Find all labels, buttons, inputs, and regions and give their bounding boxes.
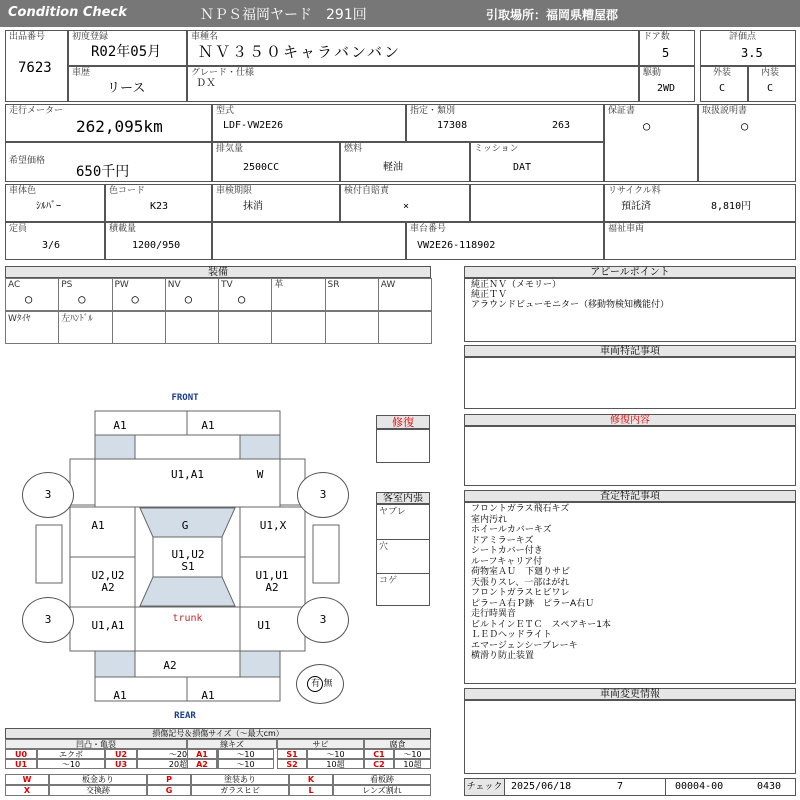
equipment-cell [378, 311, 432, 344]
doors-label: ドア数 [643, 32, 670, 42]
equipment-key: PS [61, 280, 73, 290]
grade-value: ＤＸ [196, 78, 216, 89]
legend-code: G [147, 785, 191, 796]
capacity-value: 3/6 [42, 240, 61, 251]
cabin-item: コゲ [379, 576, 398, 586]
desired-price-box [5, 142, 212, 182]
equipment-cell [58, 311, 112, 344]
tire-value: 3 [319, 613, 327, 626]
car-name-box [187, 30, 639, 66]
legend-code: C2 [364, 759, 394, 769]
recycle-label: リサイクル料 [608, 186, 661, 196]
lot-value: 7623 [18, 60, 52, 76]
mission-box [470, 142, 604, 182]
warranty-value: ○ [643, 119, 651, 133]
equipment-key: AC [8, 280, 21, 290]
chassis-label: 車台番号 [410, 224, 447, 234]
equipment-cell [5, 278, 59, 311]
equipment-cell [271, 278, 325, 311]
damage-top-a1-left: A1 [113, 419, 127, 432]
check-bar [464, 778, 796, 796]
desired-price-value: 650千円 [76, 164, 130, 180]
drive-value: 2WD [657, 83, 676, 94]
repair-contents-box [464, 426, 796, 486]
liability-value: × [403, 201, 410, 212]
legend-code: U2 [105, 749, 137, 759]
legend-code: W [5, 774, 49, 785]
inspector-line: フロントガラスヒビワレ [471, 588, 570, 598]
appeal-box [464, 278, 796, 342]
inspection-value: 抹消 [243, 201, 263, 212]
inspector-title: 査定特記事項 [464, 490, 796, 502]
load-box [105, 222, 212, 260]
header-left: Condition Check [8, 5, 127, 20]
damage-bottom-a1-right: A1 [201, 689, 215, 702]
legend-group-header: 腐食 [364, 739, 431, 749]
check-label: チェック [465, 779, 505, 795]
warranty-box [604, 104, 698, 182]
grade-box [187, 66, 639, 102]
first-reg-label: 初度登録 [72, 32, 109, 42]
model-value: LDF-VW2E26 [223, 120, 284, 131]
legend-desc: 板金あり [49, 774, 147, 785]
equipment-key: TV [221, 280, 233, 290]
legend-code: P [147, 774, 191, 785]
damage-rear-bumper: A2 [163, 659, 177, 672]
interior-value: C [767, 83, 774, 94]
equipment-key: PW [114, 280, 129, 290]
mileage-box [5, 104, 212, 142]
legend-code: L [289, 785, 333, 796]
inspector-box [464, 502, 796, 684]
lot-label: 出品番号 [9, 32, 46, 42]
header-right: 引取場所：福岡県糟屋郡 [486, 8, 619, 22]
front-label: FRONT [171, 393, 199, 403]
recycle-amount: 8,810円 [711, 201, 752, 212]
fuel-label: 燃料 [344, 144, 363, 154]
legend-code: X [5, 785, 49, 796]
tire-front-right [297, 472, 349, 518]
exterior-label: 外装 [713, 68, 732, 78]
score-value: 3.5 [741, 46, 763, 60]
desired-price-label: 希望価格 [9, 156, 46, 166]
chassis-value: VW2E26-118902 [417, 240, 496, 251]
legend-desc: 10超 [307, 759, 364, 769]
legend-code: A2 [187, 759, 217, 769]
trunk-label: trunk [172, 613, 203, 624]
interior-label: 内装 [761, 68, 780, 78]
repair-contents-title: 修復内容 [464, 414, 796, 426]
doors-value: 5 [662, 46, 670, 60]
welfare-label: 福祉車両 [608, 224, 645, 234]
legend-desc: 〜10 [394, 749, 431, 759]
designation-box [406, 104, 604, 142]
header-center: ＮＰＳ福岡ヤード 291回 [200, 7, 367, 23]
mileage-label: 走行メーター [9, 106, 64, 116]
grade-label: グレード・仕様 [191, 68, 255, 78]
score-label: 評価点 [729, 32, 757, 42]
inspector-line: ルーフキャリア付 [471, 556, 543, 567]
tire-rear-right [297, 597, 349, 643]
model-label: 型式 [216, 106, 235, 116]
load-label: 積載量 [109, 224, 137, 234]
legend-desc: レンズ割れ [333, 785, 431, 796]
check-num: 7 [617, 781, 624, 792]
equipment-cell [378, 278, 432, 311]
blank-box [212, 222, 406, 260]
equipment-cell [112, 278, 166, 311]
equipment-key: NV [167, 280, 181, 290]
inspector-line: 走行時異音 [471, 609, 517, 619]
warranty-label: 保証書 [608, 106, 636, 116]
car-name-value: ＮＶ３５０キャラバンバン [198, 43, 401, 61]
special-box [464, 357, 796, 409]
legend-desc: 10超 [394, 759, 431, 769]
equipment-key: 革 [274, 280, 284, 290]
legend-group-header: 凹凸・亀裂 [5, 739, 187, 749]
inspection-box [212, 184, 340, 222]
score-box [700, 30, 796, 66]
cabin-item: 穴 [379, 542, 389, 552]
tire-value: 3 [44, 613, 52, 626]
legend-desc: 20超 [137, 759, 219, 769]
legend-desc: 〜10 [217, 749, 274, 759]
equipment-title: 装備 [5, 266, 431, 278]
tire-front-left [22, 472, 74, 518]
rear-label: REAR [174, 711, 196, 721]
history-value: リース [107, 81, 146, 96]
equipment-cell [58, 278, 112, 311]
repair-box [376, 429, 430, 463]
displacement-value: 2500CC [243, 162, 280, 173]
history-box [68, 66, 187, 102]
car-name-label: 車種名 [191, 32, 219, 42]
spare-yes: 有 [307, 676, 323, 692]
appeal-line: アラウンドビューモニター（移動物検知機能付） [471, 300, 670, 310]
legend-desc: ガラスヒビ [191, 785, 289, 796]
appeal-title: アピールポイント [464, 266, 796, 278]
cabin-title: 客室内張 [376, 492, 430, 504]
fuel-box [340, 142, 470, 182]
designation-label: 指定・類別 [410, 106, 456, 116]
legend-code: S2 [277, 759, 307, 769]
mission-label: ミッション [474, 144, 519, 154]
damage-front-right-fender: W [256, 468, 264, 481]
mileage-value: 262,095km [76, 117, 163, 136]
cabin-box [376, 504, 430, 606]
legend-desc: 看板跡 [333, 774, 431, 785]
inspector-line: エマージェンシーブレーキ [471, 640, 578, 651]
legend-desc: 〜10 [37, 759, 105, 769]
equipment-key: 左ﾊﾝﾄﾞﾙ [61, 314, 93, 324]
legend-group-header: 線キズ [187, 739, 277, 749]
inspector-line: ピラーＡ右Ｐ跡 ピラーA右Ｕ [471, 598, 595, 609]
legend-title: 損傷記号＆損傷サイズ（〜最大cm） [5, 728, 431, 739]
displacement-label: 排気量 [216, 144, 244, 154]
legend-desc: 塗装あり [191, 774, 289, 785]
displacement-box [212, 142, 340, 182]
equipment-cell [325, 278, 379, 311]
color-code-value: K23 [150, 201, 169, 212]
legend-desc: 交換跡 [49, 785, 147, 796]
inspector-line: ホイールカバーキズ [471, 525, 552, 535]
model-box [212, 104, 406, 142]
manual-label: 取扱説明書 [702, 106, 748, 116]
inspector-line: ドアミラーキズ [471, 535, 534, 546]
legend-code: U0 [5, 749, 37, 759]
equipment-value: ○ [25, 292, 33, 306]
interior-box [748, 66, 796, 102]
repair-title: 修復 [376, 415, 430, 429]
spare-no: 無 [323, 679, 333, 689]
inspector-line: シートカバー付き [471, 546, 543, 556]
drive-box [639, 66, 695, 102]
legend-code: U1 [5, 759, 37, 769]
equipment-key: SR [327, 280, 340, 290]
tire-value: 3 [319, 488, 327, 501]
liability-extra-box [470, 184, 604, 222]
inspector-line: ビルトインＥＴＣ スペアキー1本 [471, 619, 611, 630]
first-reg-value: R02年05月 [91, 44, 162, 60]
legend-code: A1 [187, 749, 217, 759]
manual-value: ○ [741, 119, 749, 133]
legend-desc: エクボ [37, 749, 105, 759]
recycle-status: 預託済 [621, 201, 651, 212]
appeal-line: 純正ＴＶ [471, 290, 508, 300]
damage-bottom-a1-left: A1 [113, 689, 127, 702]
inspector-line: フロントガラス飛石キズ [471, 504, 570, 514]
body-color-label: 車体色 [9, 186, 37, 196]
damage-roof: U1,U2 S1 [171, 548, 205, 573]
header-bar [0, 0, 800, 27]
appeal-line: 純正ＮＶ（メモリー） [471, 280, 562, 290]
mission-value: DAT [513, 162, 532, 173]
inspector-line: 天張りスレ、一部はがれ [471, 577, 570, 588]
exterior-value: C [719, 83, 726, 94]
equipment-key: AW [380, 280, 396, 290]
legend-desc: 〜20 [137, 749, 219, 759]
exterior-box [700, 66, 748, 102]
manual-box [698, 104, 796, 182]
legend-code: C1 [364, 749, 394, 759]
check-code-2: 0430 [757, 781, 782, 792]
fuel-value: 軽油 [383, 162, 403, 173]
special-title: 車両特記事項 [464, 345, 796, 357]
check-date: 2025/06/18 [511, 781, 572, 792]
welfare-box [604, 222, 796, 260]
damage-rear-left: U1,A1 [91, 619, 125, 632]
damage-rear-right-door: U1,U1 A2 [255, 569, 289, 594]
load-value: 1200/950 [132, 240, 181, 251]
equipment-cell [271, 311, 325, 344]
doors-box [639, 30, 695, 66]
equipment-key: Wﾀｲﾔ [8, 314, 31, 324]
legend-desc: 〜10 [217, 759, 274, 769]
lot-box [5, 30, 68, 102]
first-reg-box [68, 30, 187, 66]
inspector-line: 荷物室ＡＵ 下廻りサビ [471, 567, 571, 577]
legend-code: S1 [277, 749, 307, 759]
legend-group-header: サビ [277, 739, 364, 749]
equipment-value: ○ [78, 292, 86, 306]
spare-tire [296, 664, 344, 704]
tire-rear-left [22, 597, 74, 643]
equipment-value: ○ [131, 292, 139, 306]
equipment-cell [5, 311, 59, 344]
damage-top-a1-right: A1 [201, 419, 215, 432]
legend-code: K [289, 774, 333, 785]
color-code-label: 色コード [109, 186, 146, 196]
liability-box [340, 184, 470, 222]
check-code-1: 00004-00 [675, 781, 724, 792]
equipment-cell [112, 311, 166, 344]
capacity-box [5, 222, 105, 260]
inspector-line: 室内汚れ [471, 514, 508, 525]
inspector-line: 横滑り防止装置 [471, 651, 535, 661]
legend-desc: 〜10 [307, 749, 364, 759]
inspector-line: ＬＥＤヘッドライト [471, 630, 552, 640]
equipment-value: ○ [238, 292, 246, 306]
inspection-label: 車検期限 [216, 186, 253, 196]
capacity-label: 定員 [9, 224, 28, 234]
damage-rear-left-door: U2,U2 A2 [91, 569, 125, 594]
equipment-cell [218, 311, 272, 344]
damage-hood: U1,A1 [170, 468, 205, 481]
equipment-cell [165, 278, 219, 311]
history-label: 車歴 [72, 68, 91, 78]
drive-label: 駆動 [643, 68, 662, 78]
damage-windshield: G [181, 519, 189, 532]
cabin-item: ヤブレ [379, 507, 406, 517]
equipment-cell [218, 278, 272, 311]
damage-front-right-door: U1,X [259, 519, 287, 532]
damage-rear-right: U1 [257, 619, 271, 632]
changes-box [464, 700, 796, 774]
tire-value: 3 [44, 488, 52, 501]
chassis-box [406, 222, 604, 260]
equipment-cell [325, 311, 379, 344]
legend-code: U3 [105, 759, 137, 769]
designation-value-1: 17308 [437, 120, 468, 131]
equipment-cell [165, 311, 219, 344]
damage-front-left-door: A1 [91, 519, 105, 532]
changes-title: 車両変更情報 [464, 688, 796, 700]
designation-value-2: 263 [552, 120, 571, 131]
liability-label: 検付自賠責 [344, 186, 390, 196]
body-color-box [5, 184, 105, 222]
equipment-value: ○ [184, 292, 192, 306]
recycle-box [604, 184, 796, 222]
color-code-box [105, 184, 212, 222]
body-color-value: ｼﾙﾊﾞｰ [36, 201, 61, 212]
